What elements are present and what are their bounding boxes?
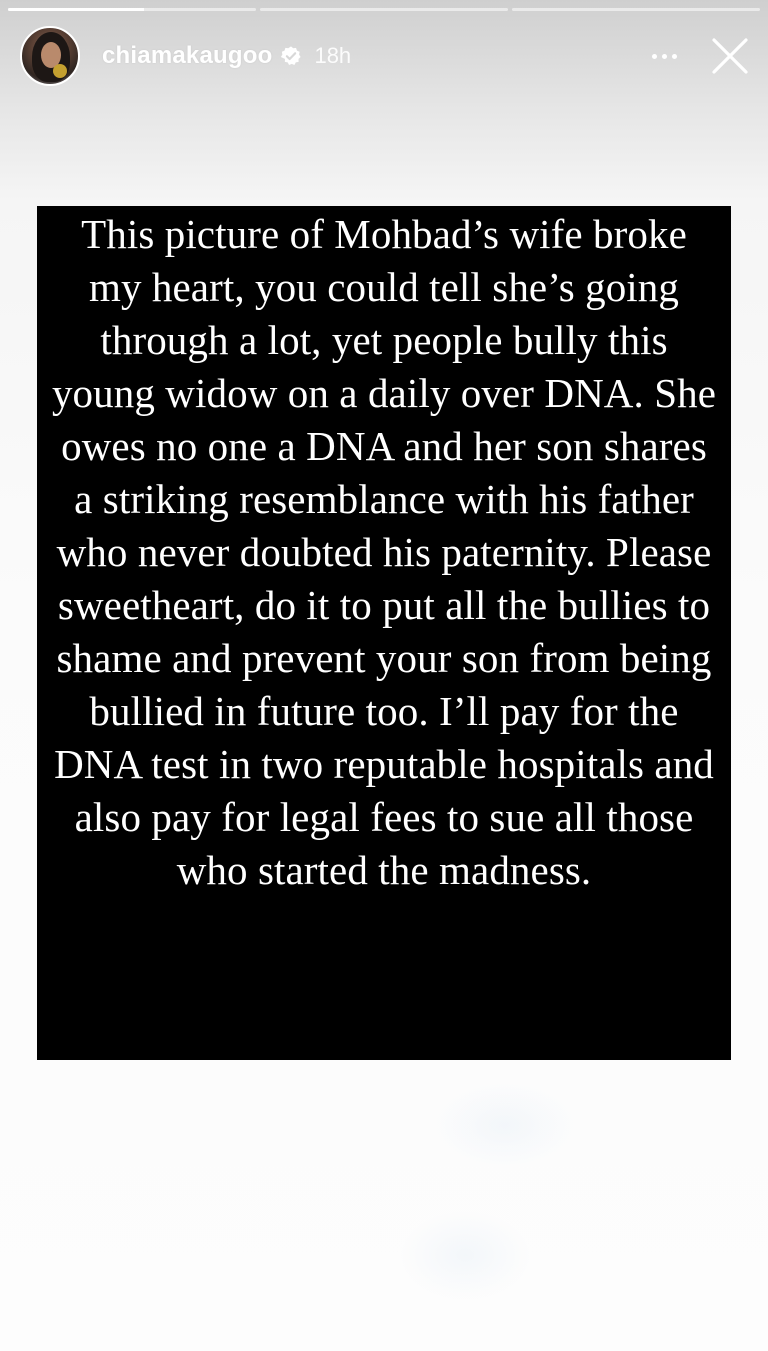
- progress-segment-1: [8, 8, 256, 11]
- progress-segment-3: [512, 8, 760, 11]
- close-icon[interactable]: [708, 34, 752, 78]
- verified-badge-icon: [280, 45, 302, 67]
- post-time: 18h: [314, 43, 352, 68]
- username-link[interactable]: chiamakaugoo: [102, 42, 273, 69]
- more-dot: [652, 54, 657, 59]
- story-text-card: [37, 206, 731, 1060]
- screen-glare: [400, 1210, 530, 1300]
- story-text: This picture of Mohbad’s wife broke my heart, you could tell she’s going through a lot, yet people bully this young widow on a daily over DNA. She owes no one a DNA and her son shares a striking resemblance with his father who never doubted his paternity. Please sweetheart, do it to put all the bullies to shame and prevent your son from being bullied in future too. I’ll pay for the DNA test in two reputable hospitals and also pay for legal fees to sue all those who started the madness.: [51, 211, 717, 893]
- story-header: [20, 26, 752, 86]
- story-progress-bar: [8, 8, 760, 11]
- profile-avatar[interactable]: [20, 26, 80, 86]
- progress-segment-2: [260, 8, 508, 11]
- screen-glare: [430, 1080, 580, 1170]
- avatar-hand: [53, 64, 67, 78]
- more-options-icon[interactable]: [646, 38, 682, 74]
- progress-fill-1: [8, 8, 144, 11]
- more-dot: [672, 54, 677, 59]
- more-dot: [662, 54, 667, 59]
